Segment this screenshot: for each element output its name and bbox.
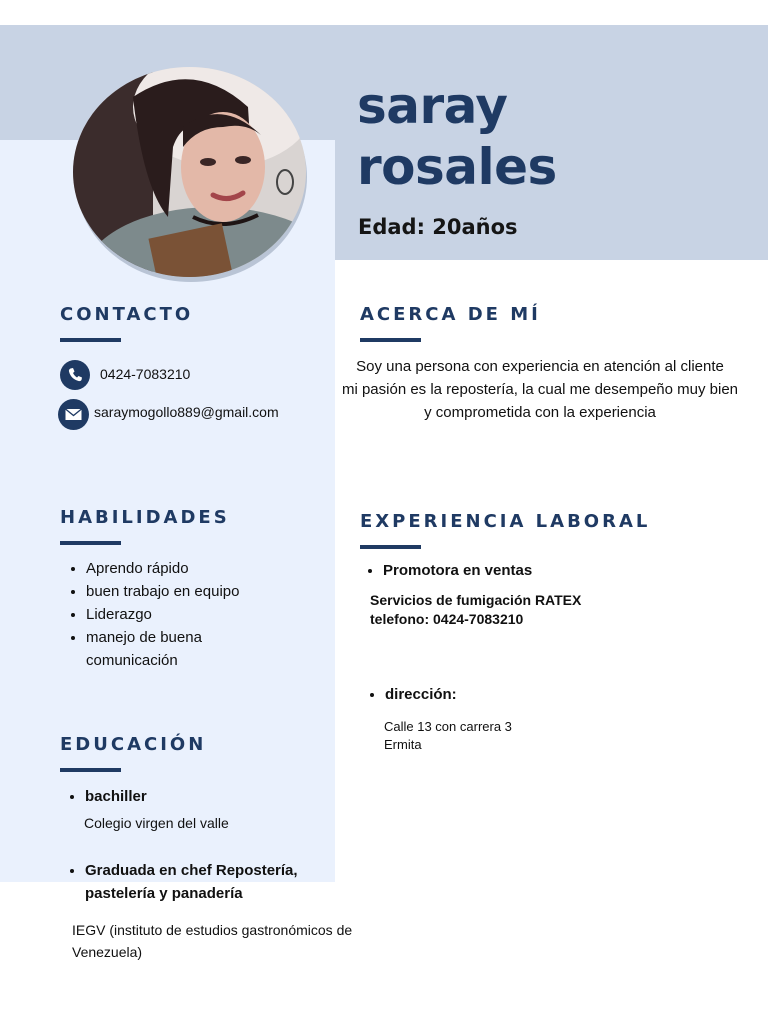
last-name: rosales: [357, 138, 557, 196]
phone-number[interactable]: 0424-7083210: [100, 366, 191, 382]
education-list-2: [59, 859, 325, 905]
age: Edad: 20años: [358, 215, 518, 239]
education-school: IEGV (instituto de estudios gastronómicos de Venezuela): [72, 922, 353, 960]
email-address[interactable]: saraymogollo889@gmail.com: [94, 404, 279, 420]
education-school: Colegio virgen del valle: [84, 815, 229, 831]
about-text: [340, 355, 740, 424]
contact-underline: [60, 338, 121, 342]
skills-underline: [60, 541, 121, 545]
education-degree: • bachiller: [85, 785, 325, 808]
about-line: y comprometida con la experiencia: [424, 404, 656, 421]
address-label: • dirección:: [385, 683, 685, 706]
contact-heading: CONTACTO: [60, 304, 194, 325]
skill-item: • buen trabajo en equipo: [86, 580, 286, 603]
skills-list: [60, 557, 286, 672]
education-underline: [60, 768, 121, 772]
first-name: saray: [357, 77, 508, 135]
skill-item: • manejo de buena comunicación: [86, 626, 286, 672]
profile-photo: [73, 67, 306, 277]
address-line: Calle 13 con carrera 3: [384, 719, 512, 734]
address-line: Ermita: [384, 737, 422, 752]
experience-underline: [360, 545, 421, 549]
skills-heading: HABILIDADES: [60, 507, 230, 528]
candidate-name: [357, 76, 557, 198]
experience-job-list: [357, 559, 683, 582]
experience-address-list: [359, 683, 685, 706]
education-heading: EDUCACIÓN: [60, 734, 207, 755]
phone-icon: [60, 360, 90, 390]
company-phone: telefono: 0424-7083210: [370, 611, 524, 627]
education-list-1: [59, 785, 325, 808]
education-degree: • Graduada en chef Repostería, pastelería y panadería: [85, 859, 325, 905]
about-heading: ACERCA DE MÍ: [360, 304, 541, 325]
company-name: Servicios de fumigación RATEX: [370, 592, 582, 608]
job-title: • Promotora en ventas: [383, 559, 683, 582]
envelope-icon: [58, 399, 89, 430]
about-line: mi pasión es la repostería, la cual me desempeño muy bien: [341, 381, 739, 398]
skill-item: • Aprendo rápido: [86, 557, 286, 580]
skill-item: • Liderazgo: [86, 603, 286, 626]
experience-heading: EXPERIENCIA LABORAL: [360, 511, 651, 532]
about-line: Soy una persona con experiencia en atención al cliente: [356, 358, 724, 375]
about-underline: [360, 338, 421, 342]
